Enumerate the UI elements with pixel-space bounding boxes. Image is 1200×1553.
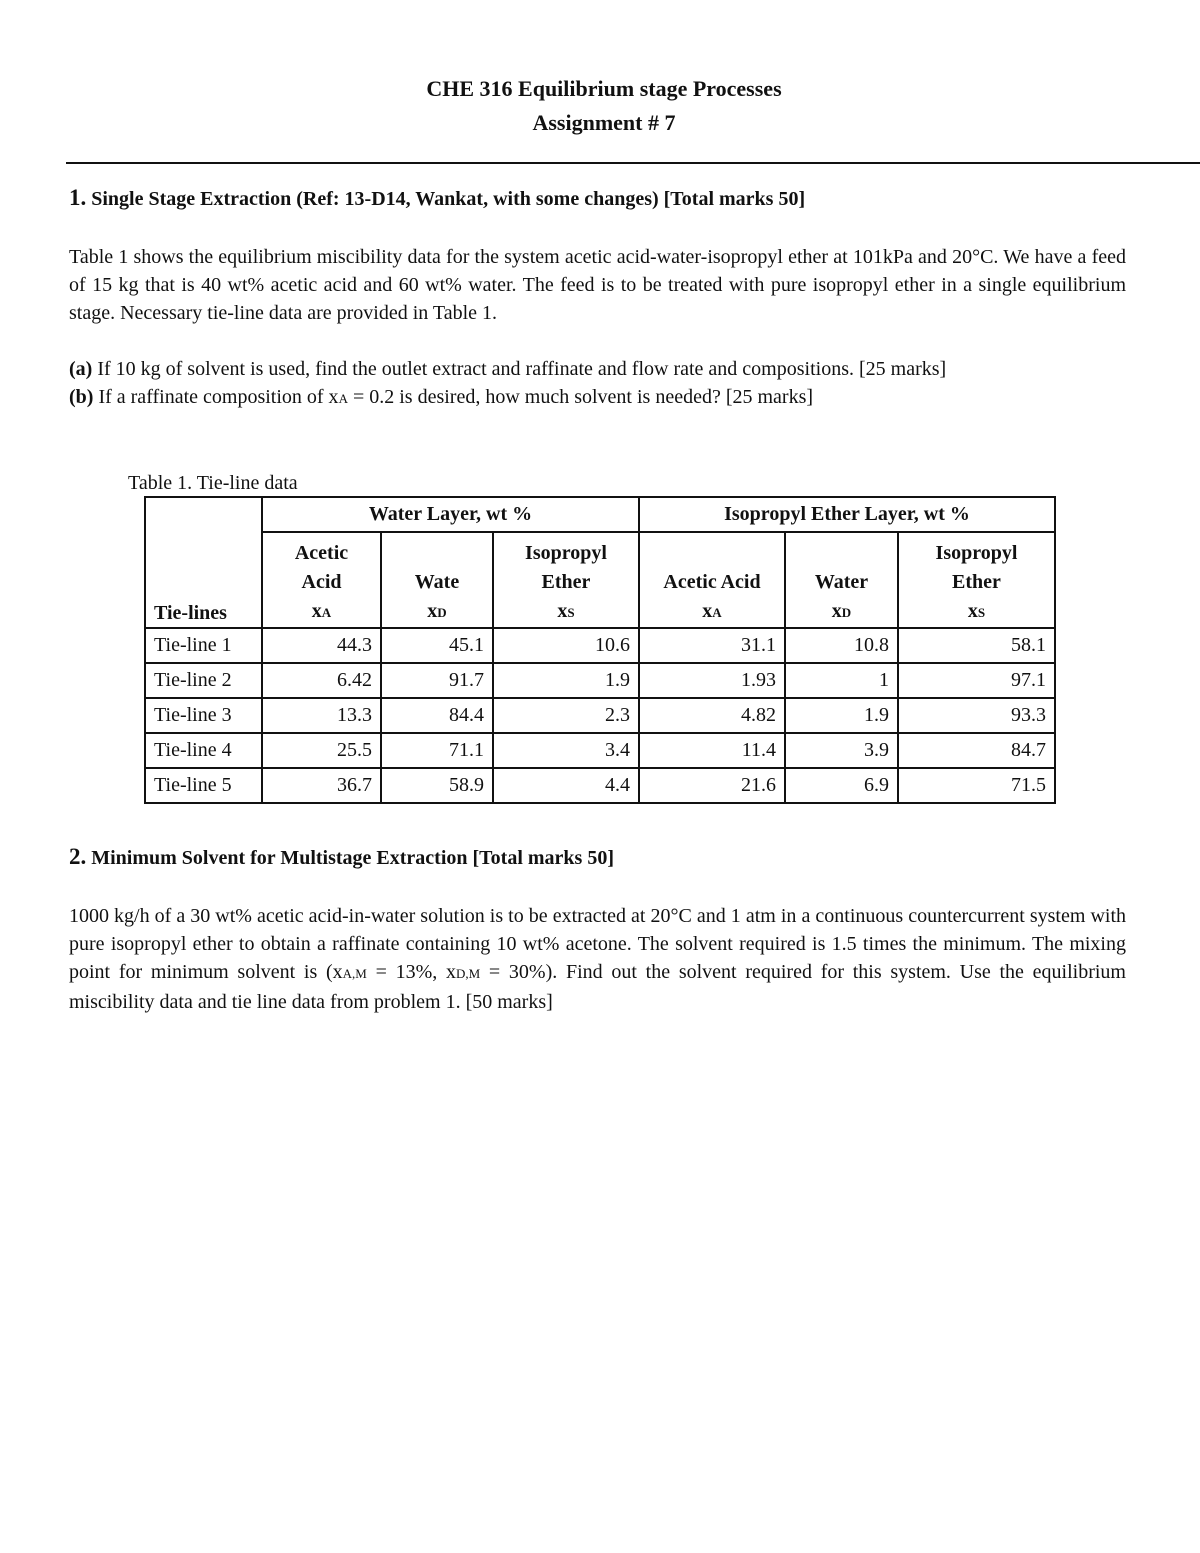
table-cell: 1.93 — [639, 663, 785, 698]
header-tielines: Tie-lines — [145, 497, 262, 628]
table-cell: 91.7 — [381, 663, 493, 698]
table-row — [145, 733, 1055, 768]
table-column-header-row — [145, 532, 1055, 628]
page-header — [0, 72, 1200, 140]
table-caption: Table 1. Tie-line data — [128, 472, 298, 494]
table-cell: 1 — [785, 663, 898, 698]
table-cell: 58.9 — [381, 768, 493, 803]
table-cell: 3.4 — [493, 733, 639, 768]
table-cell: 1.9 — [493, 663, 639, 698]
table-cell: 4.4 — [493, 768, 639, 803]
question-2-heading — [69, 843, 1126, 872]
course-title: CHE 316 Equilibrium stage Processes — [426, 76, 782, 101]
table-row — [145, 663, 1055, 698]
table-row — [145, 628, 1055, 663]
header-ether-layer: Isopropyl Ether Layer, wt % — [639, 497, 1055, 532]
table-cell: 1.9 — [785, 698, 898, 733]
table-group-header-row — [145, 497, 1055, 532]
table-cell: 25.5 — [262, 733, 381, 768]
question-1-part-b — [69, 383, 1126, 413]
table-cell: 84.7 — [898, 733, 1055, 768]
table-cell: 44.3 — [262, 628, 381, 663]
table-cell: 84.4 — [381, 698, 493, 733]
question-1-paragraph: Table 1 shows the equilibrium miscibility data for the system acetic acid-water-isopropyl ether at 101kPa and 20°C. We have a feed of 15 kg that is 40 wt% acetic acid and 60 wt% water. The feed is to be treated with pure isopropyl ether in a single equilibrium stage. Necessary tie-line data are provided in Table 1. — [69, 246, 1126, 324]
part-a-label: (a) — [69, 358, 93, 380]
table-cell: 97.1 — [898, 663, 1055, 698]
question-1-title: Single Stage Extraction (Ref: 13-D14, Wankat, with some changes) [Total marks 50] — [91, 188, 806, 210]
table-cell: 45.1 — [381, 628, 493, 663]
question-2-paragraph: 1000 kg/h of a 30 wt% acetic acid-in-water solution is to be extracted at 20°C and 1 atm in a continuous countercurrent system with pure isopropyl ether to obtain a raffinate containing 10 wt% acetone. The solvent required is 1.5 times the minimum. The mixing point for minimum solvent is (xA,M = 13%, xD,M = 30%). Find out the solvent required for this system. Use the equilibrium miscibility data and tie line data from problem 1. [50 marks] — [69, 905, 1126, 1013]
header-col-acetic-acid-water: Acetic Acid xA — [262, 532, 381, 628]
question-1 — [69, 184, 1126, 413]
tie-line-table — [144, 496, 1056, 804]
question-1-heading — [69, 184, 1126, 213]
row-label: Tie-line 3 — [145, 698, 262, 733]
table-row — [145, 698, 1055, 733]
table-cell: 11.4 — [639, 733, 785, 768]
table-cell: 2.3 — [493, 698, 639, 733]
part-a-text: If 10 kg of solvent is used, find the outlet extract and raffinate and flow rate and compositions. [25 marks] — [97, 358, 947, 380]
question-2 — [69, 843, 1126, 1016]
table-cell: 13.3 — [262, 698, 381, 733]
part-b-label: (b) — [69, 386, 94, 408]
header-col-ether-ether: Isopropyl Ether xS — [898, 532, 1055, 628]
row-label: Tie-line 5 — [145, 768, 262, 803]
question-1-number: 1. — [69, 185, 87, 210]
header-water-layer: Water Layer, wt % — [262, 497, 639, 532]
part-b-text-before: If a raffinate composition of x — [98, 386, 339, 408]
assignment-title: Assignment # 7 — [532, 110, 676, 135]
table-row — [145, 768, 1055, 803]
table-cell: 58.1 — [898, 628, 1055, 663]
header-col-ether-water: Isopropyl Ether xS — [493, 532, 639, 628]
question-2-title: Minimum Solvent for Multistage Extraction [Total marks 50] — [91, 847, 614, 869]
question-1-part-a — [69, 355, 1085, 383]
table-cell: 4.82 — [639, 698, 785, 733]
header-col-acetic-acid-ether: Acetic Acid xA — [639, 532, 785, 628]
row-label: Tie-line 4 — [145, 733, 262, 768]
part-b-subscript: A — [338, 391, 348, 406]
table-cell: 31.1 — [639, 628, 785, 663]
table-cell: 93.3 — [898, 698, 1055, 733]
part-b-text-after: = 0.2 is desired, how much solvent is needed? [25 marks] — [347, 386, 814, 408]
table-cell: 71.1 — [381, 733, 493, 768]
row-label: Tie-line 2 — [145, 663, 262, 698]
header-col-water-water: Wate xD — [381, 532, 493, 628]
table-cell: 3.9 — [785, 733, 898, 768]
header-divider — [66, 162, 1200, 164]
row-label: Tie-line 1 — [145, 628, 262, 663]
table-cell: 36.7 — [262, 768, 381, 803]
table-cell: 10.6 — [493, 628, 639, 663]
table-cell: 6.9 — [785, 768, 898, 803]
table-cell: 71.5 — [898, 768, 1055, 803]
question-2-number: 2. — [69, 844, 87, 869]
table-cell: 21.6 — [639, 768, 785, 803]
header-col-water-ether: Water xD — [785, 532, 898, 628]
table-cell: 6.42 — [262, 663, 381, 698]
table-cell: 10.8 — [785, 628, 898, 663]
